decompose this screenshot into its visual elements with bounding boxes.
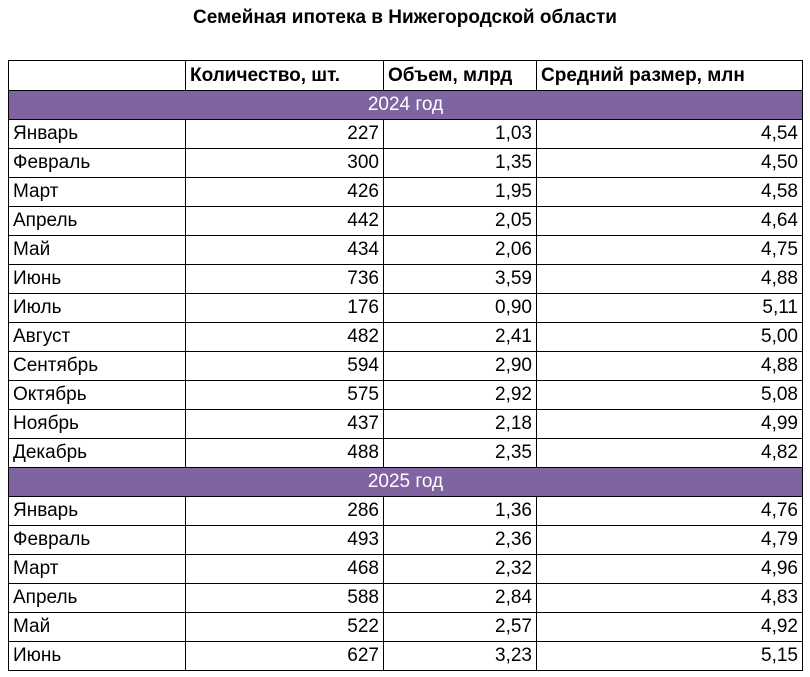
- volume-cell: 1,95: [384, 178, 537, 207]
- average-cell: 4,50: [537, 149, 803, 178]
- table-row: [9, 265, 803, 294]
- table-row: [9, 497, 803, 526]
- count-cell: 488: [186, 439, 384, 468]
- section-year-label: 2024 год: [9, 91, 803, 120]
- table-row: [9, 352, 803, 381]
- count-cell: 627: [186, 642, 384, 671]
- average-cell: 4,82: [537, 439, 803, 468]
- month-cell: Май: [9, 613, 186, 642]
- average-cell: 4,64: [537, 207, 803, 236]
- table-row: [9, 294, 803, 323]
- count-cell: 493: [186, 526, 384, 555]
- table-body: [9, 91, 803, 671]
- volume-cell: 2,18: [384, 410, 537, 439]
- volume-cell: 1,35: [384, 149, 537, 178]
- month-cell: Октябрь: [9, 381, 186, 410]
- page-title: Семейная ипотека в Нижегородской области: [193, 7, 617, 28]
- month-cell: Июль: [9, 294, 186, 323]
- month-cell: Июнь: [9, 642, 186, 671]
- table-row: [9, 178, 803, 207]
- month-cell: Сентябрь: [9, 352, 186, 381]
- volume-cell: 2,90: [384, 352, 537, 381]
- volume-cell: 0,90: [384, 294, 537, 323]
- table-row: [9, 526, 803, 555]
- volume-cell: 2,36: [384, 526, 537, 555]
- count-cell: 588: [186, 584, 384, 613]
- count-cell: 437: [186, 410, 384, 439]
- table-row: [9, 439, 803, 468]
- average-cell: 4,99: [537, 410, 803, 439]
- average-cell: 5,11: [537, 294, 803, 323]
- table-row: [9, 642, 803, 671]
- header-count: Количество, шт.: [186, 61, 384, 91]
- count-cell: 575: [186, 381, 384, 410]
- header-row: [9, 61, 803, 91]
- month-cell: Апрель: [9, 207, 186, 236]
- month-cell: Февраль: [9, 149, 186, 178]
- month-cell: Июнь: [9, 265, 186, 294]
- table-row: [9, 584, 803, 613]
- table-row: [9, 555, 803, 584]
- count-cell: 482: [186, 323, 384, 352]
- volume-cell: 2,05: [384, 207, 537, 236]
- volume-cell: 2,35: [384, 439, 537, 468]
- count-cell: 227: [186, 120, 384, 149]
- average-cell: 5,15: [537, 642, 803, 671]
- month-cell: Апрель: [9, 584, 186, 613]
- section-header-row: [9, 468, 803, 497]
- count-cell: 300: [186, 149, 384, 178]
- average-cell: 4,88: [537, 265, 803, 294]
- volume-cell: 2,32: [384, 555, 537, 584]
- table-row: [9, 613, 803, 642]
- count-cell: 426: [186, 178, 384, 207]
- count-cell: 736: [186, 265, 384, 294]
- average-cell: 5,00: [537, 323, 803, 352]
- volume-cell: 2,06: [384, 236, 537, 265]
- count-cell: 434: [186, 236, 384, 265]
- count-cell: 468: [186, 555, 384, 584]
- count-cell: 286: [186, 497, 384, 526]
- volume-cell: 2,92: [384, 381, 537, 410]
- average-cell: 4,83: [537, 584, 803, 613]
- section-year-label: 2025 год: [9, 468, 803, 497]
- month-cell: Март: [9, 555, 186, 584]
- average-cell: 4,96: [537, 555, 803, 584]
- volume-cell: 2,57: [384, 613, 537, 642]
- table-row: [9, 149, 803, 178]
- month-cell: Январь: [9, 120, 186, 149]
- average-cell: 4,92: [537, 613, 803, 642]
- average-cell: 4,88: [537, 352, 803, 381]
- table-row: [9, 323, 803, 352]
- table-row: [9, 120, 803, 149]
- table-row: [9, 236, 803, 265]
- table-row: [9, 207, 803, 236]
- header-month: [9, 61, 186, 91]
- header-volume: Объем, млрд: [384, 61, 537, 91]
- average-cell: 4,75: [537, 236, 803, 265]
- month-cell: Май: [9, 236, 186, 265]
- count-cell: 594: [186, 352, 384, 381]
- volume-cell: 1,36: [384, 497, 537, 526]
- count-cell: 522: [186, 613, 384, 642]
- volume-cell: 2,41: [384, 323, 537, 352]
- count-cell: 442: [186, 207, 384, 236]
- month-cell: Январь: [9, 497, 186, 526]
- month-cell: Август: [9, 323, 186, 352]
- month-cell: Февраль: [9, 526, 186, 555]
- volume-cell: 2,84: [384, 584, 537, 613]
- volume-cell: 3,23: [384, 642, 537, 671]
- count-cell: 176: [186, 294, 384, 323]
- header-average: Средний размер, млн: [537, 61, 803, 91]
- average-cell: 4,76: [537, 497, 803, 526]
- volume-cell: 3,59: [384, 265, 537, 294]
- mortgage-table: [8, 60, 803, 671]
- month-cell: Март: [9, 178, 186, 207]
- volume-cell: 1,03: [384, 120, 537, 149]
- average-cell: 4,54: [537, 120, 803, 149]
- month-cell: Декабрь: [9, 439, 186, 468]
- section-header-row: [9, 91, 803, 120]
- average-cell: 4,58: [537, 178, 803, 207]
- table-row: [9, 410, 803, 439]
- average-cell: 5,08: [537, 381, 803, 410]
- table-row: [9, 381, 803, 410]
- month-cell: Ноябрь: [9, 410, 186, 439]
- average-cell: 4,79: [537, 526, 803, 555]
